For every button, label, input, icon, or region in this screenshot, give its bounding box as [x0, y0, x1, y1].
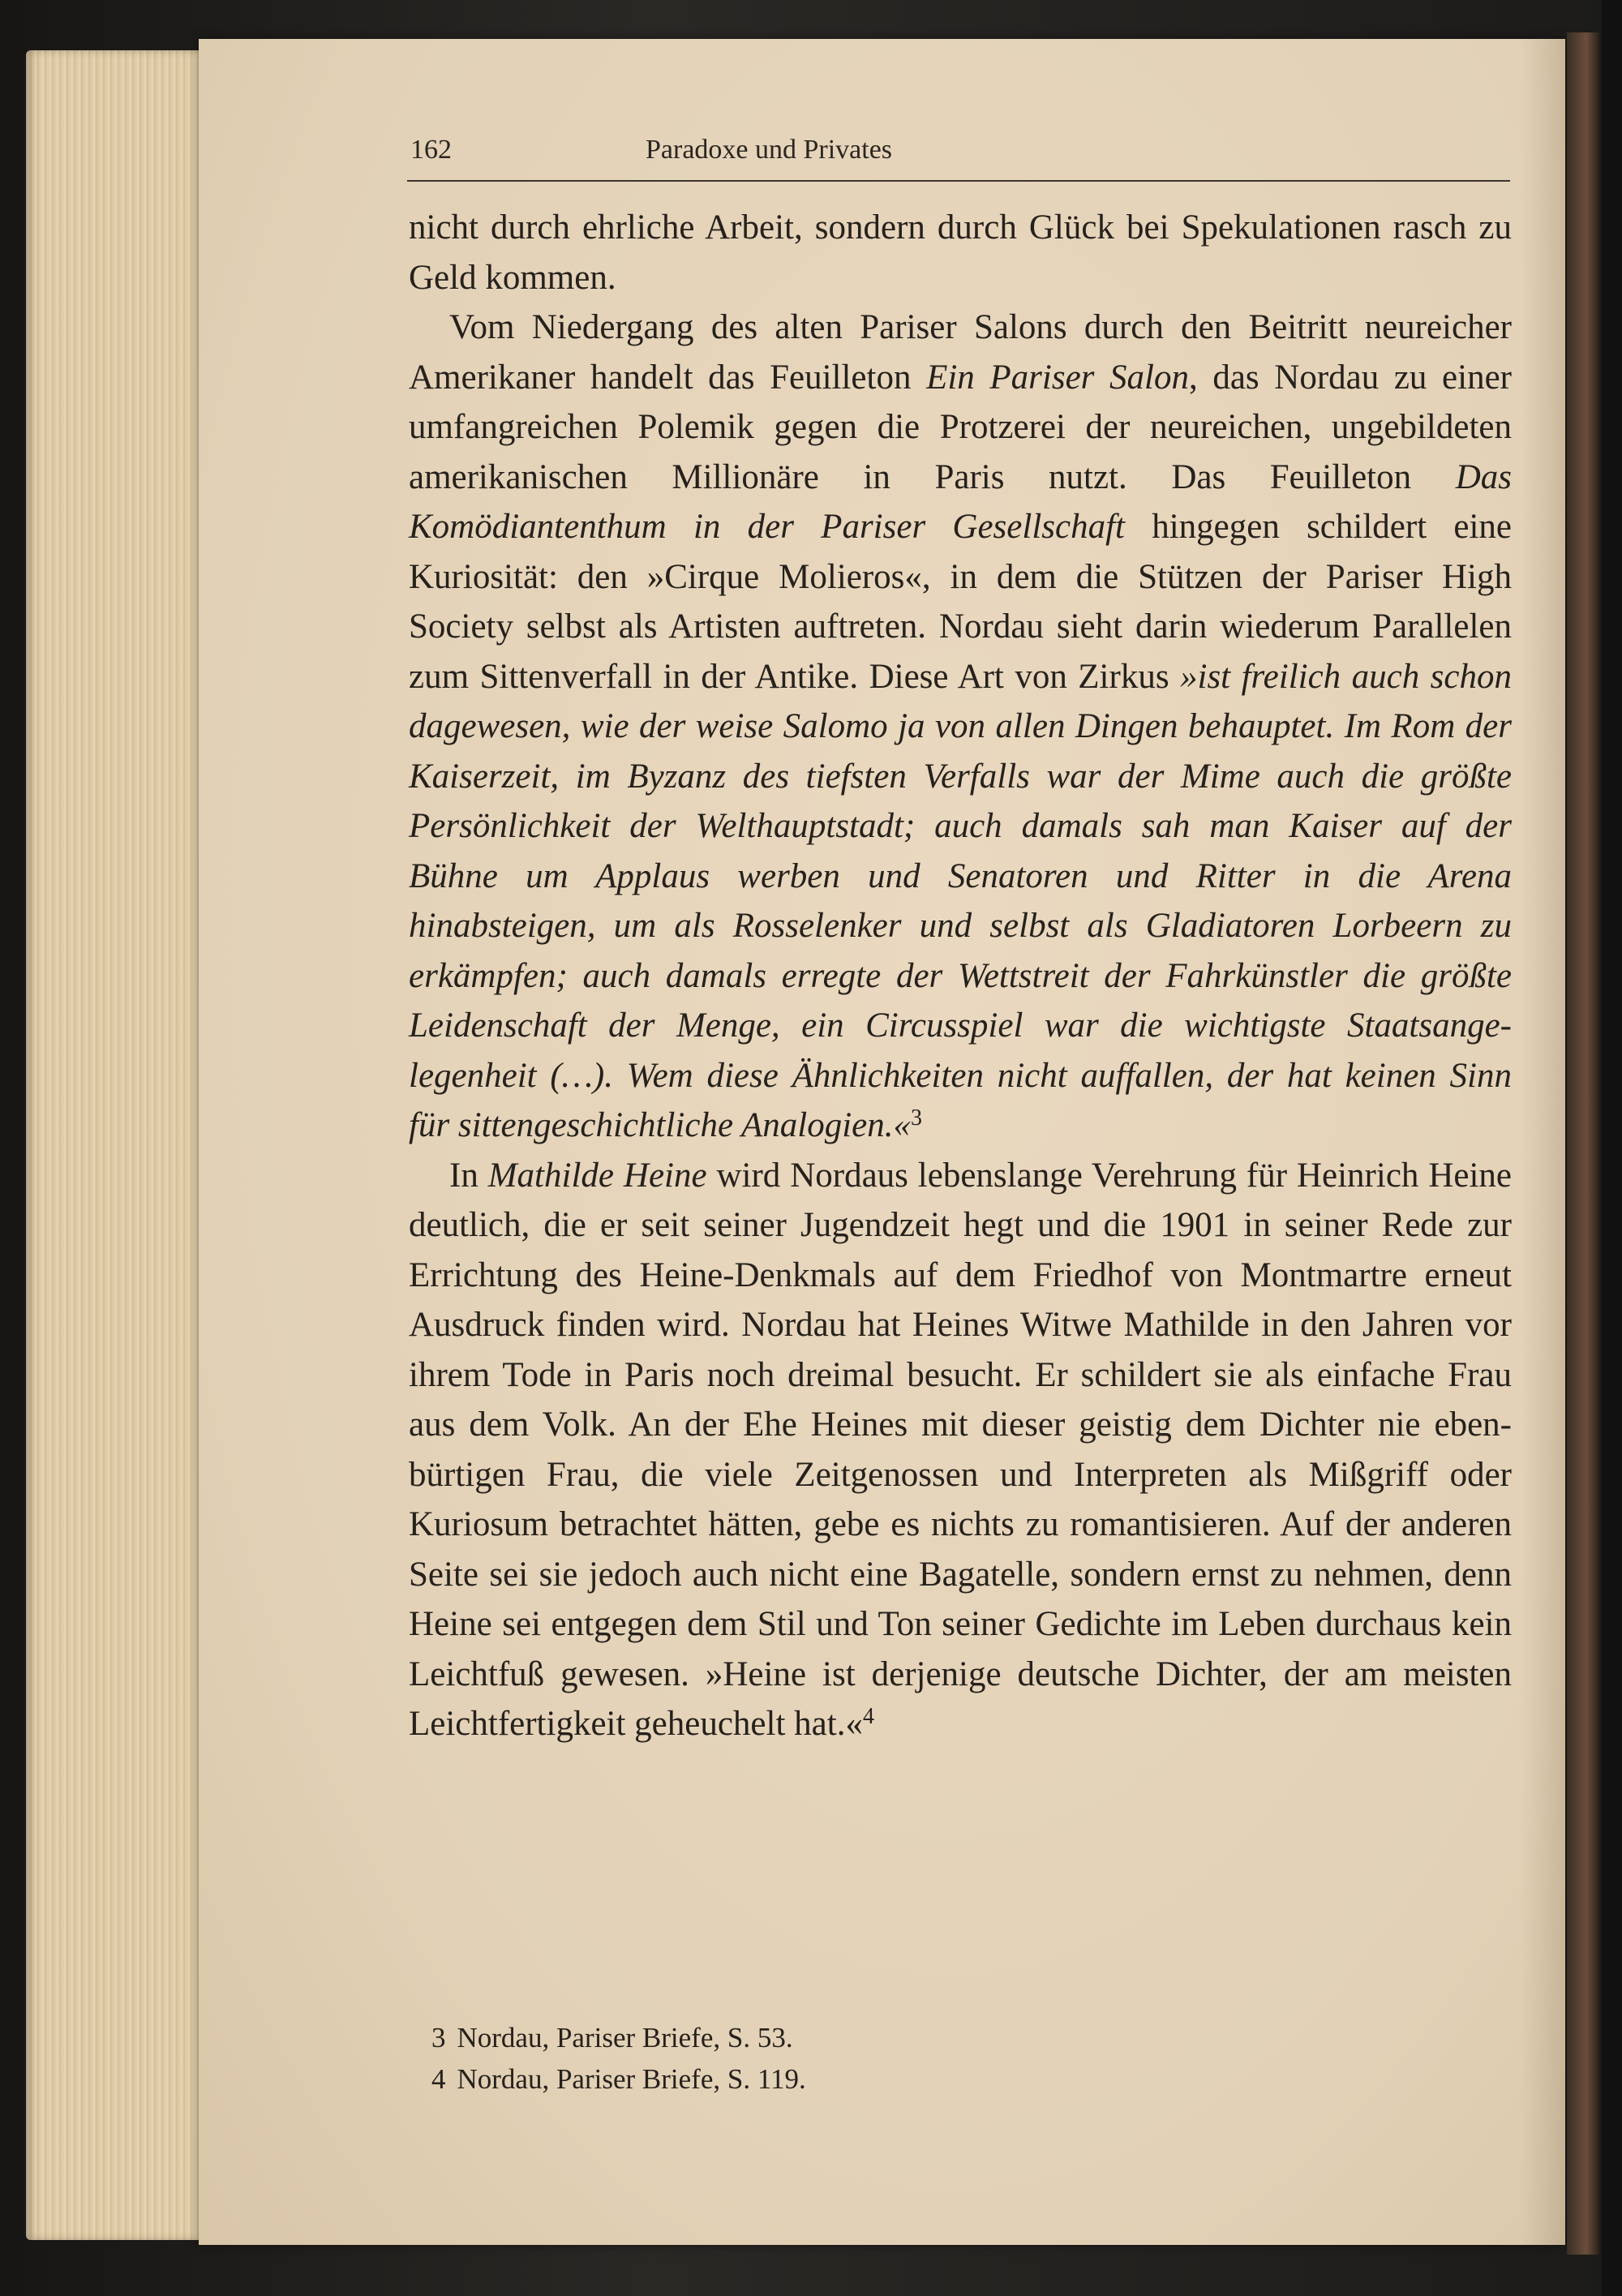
italic-text: Ein Pariser Salon: [926, 358, 1189, 397]
scan-border: [1602, 0, 1622, 2296]
footnote: [431, 2017, 1486, 2058]
footnote-reference: 4: [862, 1704, 874, 1729]
footnote-number: 3: [431, 2022, 446, 2054]
running-title: Paradoxe und Privates: [646, 135, 893, 165]
footnotes: [431, 2017, 1486, 2100]
text-segment: Vom Niedergang des alten Pariser Salons durch den Beitritt neureicher Amerikaner handelt das Feuilleton: [409, 308, 1512, 397]
book-page-edges: [26, 50, 212, 2240]
italic-text: Das Komödiantenthum in der Pariser Gesellschaft: [409, 457, 1512, 546]
footnote-text: Nordau, Pariser Briefe, S. 119.: [457, 2063, 806, 2095]
paragraph: [409, 203, 1512, 303]
page-header: [410, 130, 1510, 180]
facing-page-edge: [1567, 32, 1599, 2255]
italic-text: »ist freilich auch schon dagewesen, wie der weise Salomo ja von allen Dingen behauptet. Im Rom der Kaiserzeit, im Byzanz des tiefsten Verfalls war der Mime auch die größte Persönlichkeit der Welthauptstadt; auch damals sah man Kaiser auf der Bühne um Applaus werben und Senatoren und Ritter in die Arena hinabsteigen, um als Rosselenker und selbst als Gladiatoren Lorbeern zu erkämpfen; auch damals erregte der Wettstreit der Fahrkünstler die größte Leidenschaft der Menge, ein Circusspiel war die wichtigste Staatsangelegenheit (…). Wem diese Ähnlichkeiten nicht auffallen, der hat keinen Sinn für sittengeschichtliche Analogien.«: [409, 657, 1512, 1144]
footnote-text: Nordau, Pariser Briefe, S. 53.: [457, 2022, 793, 2054]
text-segment: , das Nordau zu einer umfangreichen Polemik gegen die Protzerei der neureichen, ungebildeten amerikanischen Millionäre in Paris nutzt. Das Feuilleton: [409, 358, 1512, 496]
paragraph: [409, 303, 1512, 1151]
text-segment: In: [449, 1156, 488, 1195]
body-text: [409, 203, 1512, 1749]
footnote-reference: 3: [911, 1105, 923, 1131]
page-number: 162: [410, 135, 452, 165]
header-rule: [407, 180, 1510, 182]
paragraph: [409, 1151, 1512, 1749]
text-segment: hingegen schildert eine Kuriosität: den »Cirque Molieros«, in dem die Stützen der Pariser High Society selbst als Artisten auftreten. Nordau sieht darin wiederum Parallelen zum Sittenverfall in der Antike. Diese Art von Zirkus: [409, 508, 1512, 696]
footnote: [431, 2058, 1486, 2100]
text-segment: nicht durch ehrliche Arbeit, sondern durch Glück bei Spekulationen rasch zu Geld kommen.: [409, 208, 1512, 297]
footnote-number: 4: [431, 2063, 446, 2095]
italic-text: Mathilde Heine: [487, 1156, 707, 1195]
text-segment: wird Nordaus lebenslange Verehrung für Heinrich Heine deutlich, die er seit seiner Jugendzeit hegt und die 1901 in seiner Rede zur Errichtung des Heine-Denkmals auf dem Friedhof von Montmartre erneut Ausdruck finden wird. Nordau hat Heines Witwe Mathilde in den Jahren vor ihrem Tode in Paris noch dreimal besucht. Er schildert sie als einfache Frau aus dem Volk. An der Ehe Heines mit dieser geistig dem Dichter nie ebenbürtigen Frau, die viele Zeitgenossen und Interpreten als Mißgriff oder Kuriosum betrachtet hätten, gebe es nichts zu romantisieren. Auf der anderen Seite sei sie jedoch auch nicht eine Bagatelle, sondern ernst zu nehmen, denn Heine sei entgegen dem Stil und Ton seiner Gedichte im Leben durchaus kein Leichtfuß gewesen. »Heine ist derjenige deutsche Dichter, der am meisten Leichtfertigkeit geheuchelt hat.«: [409, 1156, 1512, 1743]
